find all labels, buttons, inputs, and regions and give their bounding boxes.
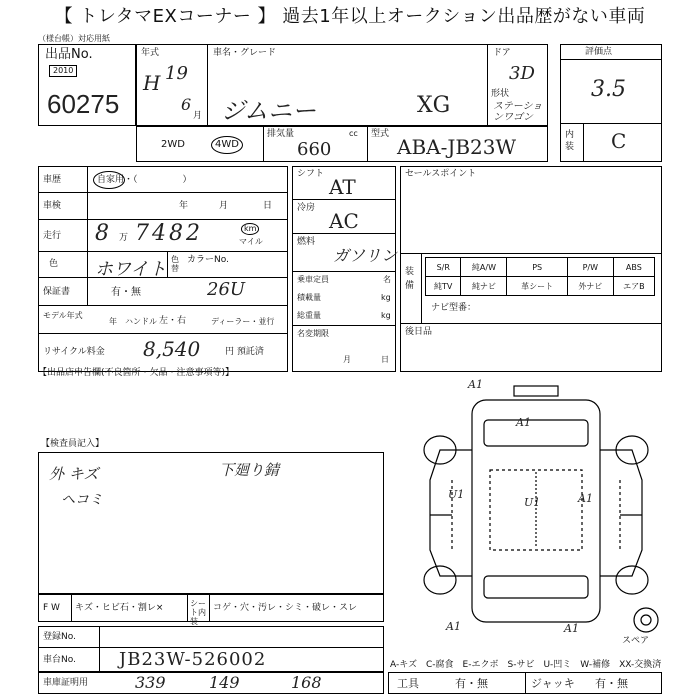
year-month-unit: 月: [193, 111, 203, 121]
name-change-day: 日: [381, 355, 389, 364]
mark-left-door: U1: [448, 488, 465, 501]
score-box: [560, 44, 662, 162]
shape-value: ステーションワゴン: [493, 101, 543, 123]
door-label: ドア: [493, 48, 511, 58]
sheet-header-note: （様台帳）対応用紙: [38, 34, 110, 43]
equip-label: 装備: [405, 267, 415, 291]
capacity-unit: 名: [383, 275, 391, 284]
dealer-value: ディーラー・並行: [211, 317, 275, 326]
tools-label: 工具: [397, 677, 419, 690]
cert-v2: 149: [209, 673, 240, 692]
weight-label: 総重量: [297, 311, 321, 320]
seat-items: コゲ・穴・汚レ・シミ・破レ・スレ: [213, 603, 358, 613]
mileage-rest: 7482: [135, 221, 203, 246]
warranty-value: 有・無: [111, 287, 141, 298]
fw-items: キズ・ヒビ石・割レ×: [75, 603, 164, 613]
equip-sr: S/R: [426, 258, 461, 277]
recycle-unit: 円 預託済: [225, 347, 264, 357]
inspector-note-2: ヘコミ: [61, 492, 103, 508]
detail-block: [38, 166, 288, 372]
engine-value: 660: [297, 139, 332, 160]
recycle-value: 8,540: [143, 337, 201, 361]
color-label: 色: [49, 259, 59, 269]
equip-airbag: エアB: [613, 277, 654, 296]
equip-tv: 純TV: [426, 277, 461, 296]
cert-v1: 339: [135, 673, 166, 692]
year-value: 19: [165, 63, 188, 84]
interior-value: C: [611, 129, 627, 153]
drive-4wd: 4WD: [215, 139, 239, 150]
chassis-label: 車台No.: [43, 655, 76, 665]
lot-box: [38, 44, 136, 126]
year-month: 6: [181, 95, 192, 114]
shift-value: AT: [329, 175, 356, 199]
inspector-note-1: 外 キズ: [49, 465, 99, 483]
cert-v3: 168: [291, 673, 322, 692]
tools-row: [388, 672, 662, 694]
color-code-value: 26U: [207, 279, 246, 300]
mileage-man: 8: [95, 221, 109, 246]
tools-value: 有・無: [455, 677, 488, 690]
load-unit: kg: [381, 293, 391, 302]
mark-rear-left: A1: [446, 620, 461, 633]
lot-year-tag: 2010: [49, 65, 77, 77]
year-label: 年式: [141, 48, 160, 58]
recycle-label: リサイクル料金: [43, 347, 105, 357]
shape-label: 形状: [491, 89, 510, 99]
equip-ps: PS: [507, 258, 567, 277]
type-label: 型式: [371, 129, 390, 139]
cert-label: 車庫証明用: [43, 678, 89, 688]
equip-ext-navi: 外ナビ: [567, 277, 613, 296]
damage-legend: A-キズ C-腐食 E-エクボ S-サビ U-凹ミ W-補修 XX-交換済: [390, 660, 662, 670]
mileage-unit-mile: マイル: [239, 237, 263, 246]
selling-block: [400, 166, 662, 372]
seat-label: シート内装: [190, 599, 206, 626]
spare-label: スペア: [622, 636, 650, 646]
color-change-label: 色替: [171, 255, 179, 273]
score-value: 3.5: [591, 77, 626, 102]
model-year-label: モデル年式: [43, 311, 83, 320]
inspector-box: [38, 439, 384, 594]
reg-chassis-box: [38, 626, 384, 672]
selling-label: セールスポイント: [405, 169, 477, 179]
type-value: ABA-JB23W: [397, 135, 517, 159]
model-label: 車名・グレード: [213, 48, 277, 58]
door-value: 3D: [509, 63, 535, 84]
history-label: 車歴: [43, 175, 62, 185]
equip-abs: ABS: [613, 258, 654, 277]
fuel-label: 燃料: [297, 237, 316, 247]
mileage-unit-km: km: [241, 223, 259, 235]
history-circle-mark: [93, 171, 125, 189]
jack-value: 有・無: [595, 677, 628, 690]
mark-rear-right: A1: [564, 622, 579, 635]
later-label: 後日品: [405, 327, 433, 337]
equip-aw: 純A/W: [461, 258, 507, 277]
drive-circle-mark: [211, 136, 243, 154]
jack-label: ジャッキ: [531, 677, 575, 690]
inspector-label: 【検査員記入】: [41, 439, 105, 449]
banner-title: 【 トレタマEXコーナー 】 過去1年以上オークション出品歴がない車両: [54, 6, 646, 27]
lot-number: 60275: [47, 89, 120, 119]
drive-engine-row: [136, 126, 548, 162]
warranty-label: 保証書: [43, 287, 71, 297]
capacity-label: 乗車定員: [297, 275, 329, 284]
color-value: ホワイト: [95, 259, 167, 280]
car-diagram: [410, 380, 662, 642]
year-era: H: [143, 71, 161, 95]
drive-2wd: 2WD: [161, 139, 185, 150]
name-change-label: 名変期限: [297, 329, 329, 338]
auction-sheet: [30, 34, 670, 695]
reg-label: 登録No.: [43, 632, 76, 642]
interior-label: 内装: [565, 130, 575, 152]
mark-hood: A1: [516, 416, 531, 429]
shift-label: シフト: [297, 169, 325, 179]
lot-label: 出品No.: [45, 47, 93, 62]
mileage-label: 走行: [43, 231, 62, 241]
name-change-month: 月: [343, 355, 351, 364]
score-label: 評価点: [585, 47, 613, 57]
inspection-unit-year: 年: [179, 201, 189, 211]
inspector-note-4: 下廻り錆: [219, 461, 280, 479]
mark-roof: U1: [524, 496, 541, 509]
mark-right-door: A1: [578, 492, 593, 505]
history-value: 自家用・（ ）: [97, 175, 192, 185]
ac-value: AC: [329, 209, 359, 233]
inspection-unit-month: 月: [219, 201, 229, 211]
equip-pw: P/W: [567, 258, 613, 277]
ac-label: 冷房: [297, 203, 316, 213]
equip-leather: 革シート: [507, 277, 567, 296]
handle-label: ハンドル: [125, 317, 157, 326]
navi-model-label: ナビ型番：: [431, 303, 477, 313]
model-name: ジムニー: [221, 97, 317, 125]
load-label: 積載量: [297, 293, 321, 302]
inspection-label: 車検: [43, 201, 62, 211]
fw-label: F W: [43, 603, 60, 613]
model-grade: XG: [417, 93, 451, 118]
equip-navi: 純ナビ: [461, 277, 507, 296]
engine-unit: cc: [349, 129, 358, 138]
fuel-value: ガソリン: [333, 246, 398, 265]
mark-front: A1: [468, 378, 483, 391]
engine-label: 排気量: [267, 129, 295, 139]
year-model-box: [136, 44, 548, 126]
model-year-unit: 年: [109, 317, 117, 326]
color-code-label: カラーNo.: [187, 255, 229, 265]
mileage-unit-man: 万: [119, 233, 129, 243]
equip-table: [425, 257, 655, 296]
fw-row: [38, 594, 384, 626]
cert-row: [38, 672, 384, 694]
chassis-value: JB23W-526002: [119, 649, 267, 670]
defect-label: 【出品店申告欄(不良箇所・欠品・注意事項等)】: [38, 368, 235, 378]
weight-unit: kg: [381, 311, 391, 320]
handle-value: 左・右: [159, 316, 187, 326]
inspection-unit-day: 日: [263, 201, 273, 211]
shift-column: [292, 166, 396, 372]
